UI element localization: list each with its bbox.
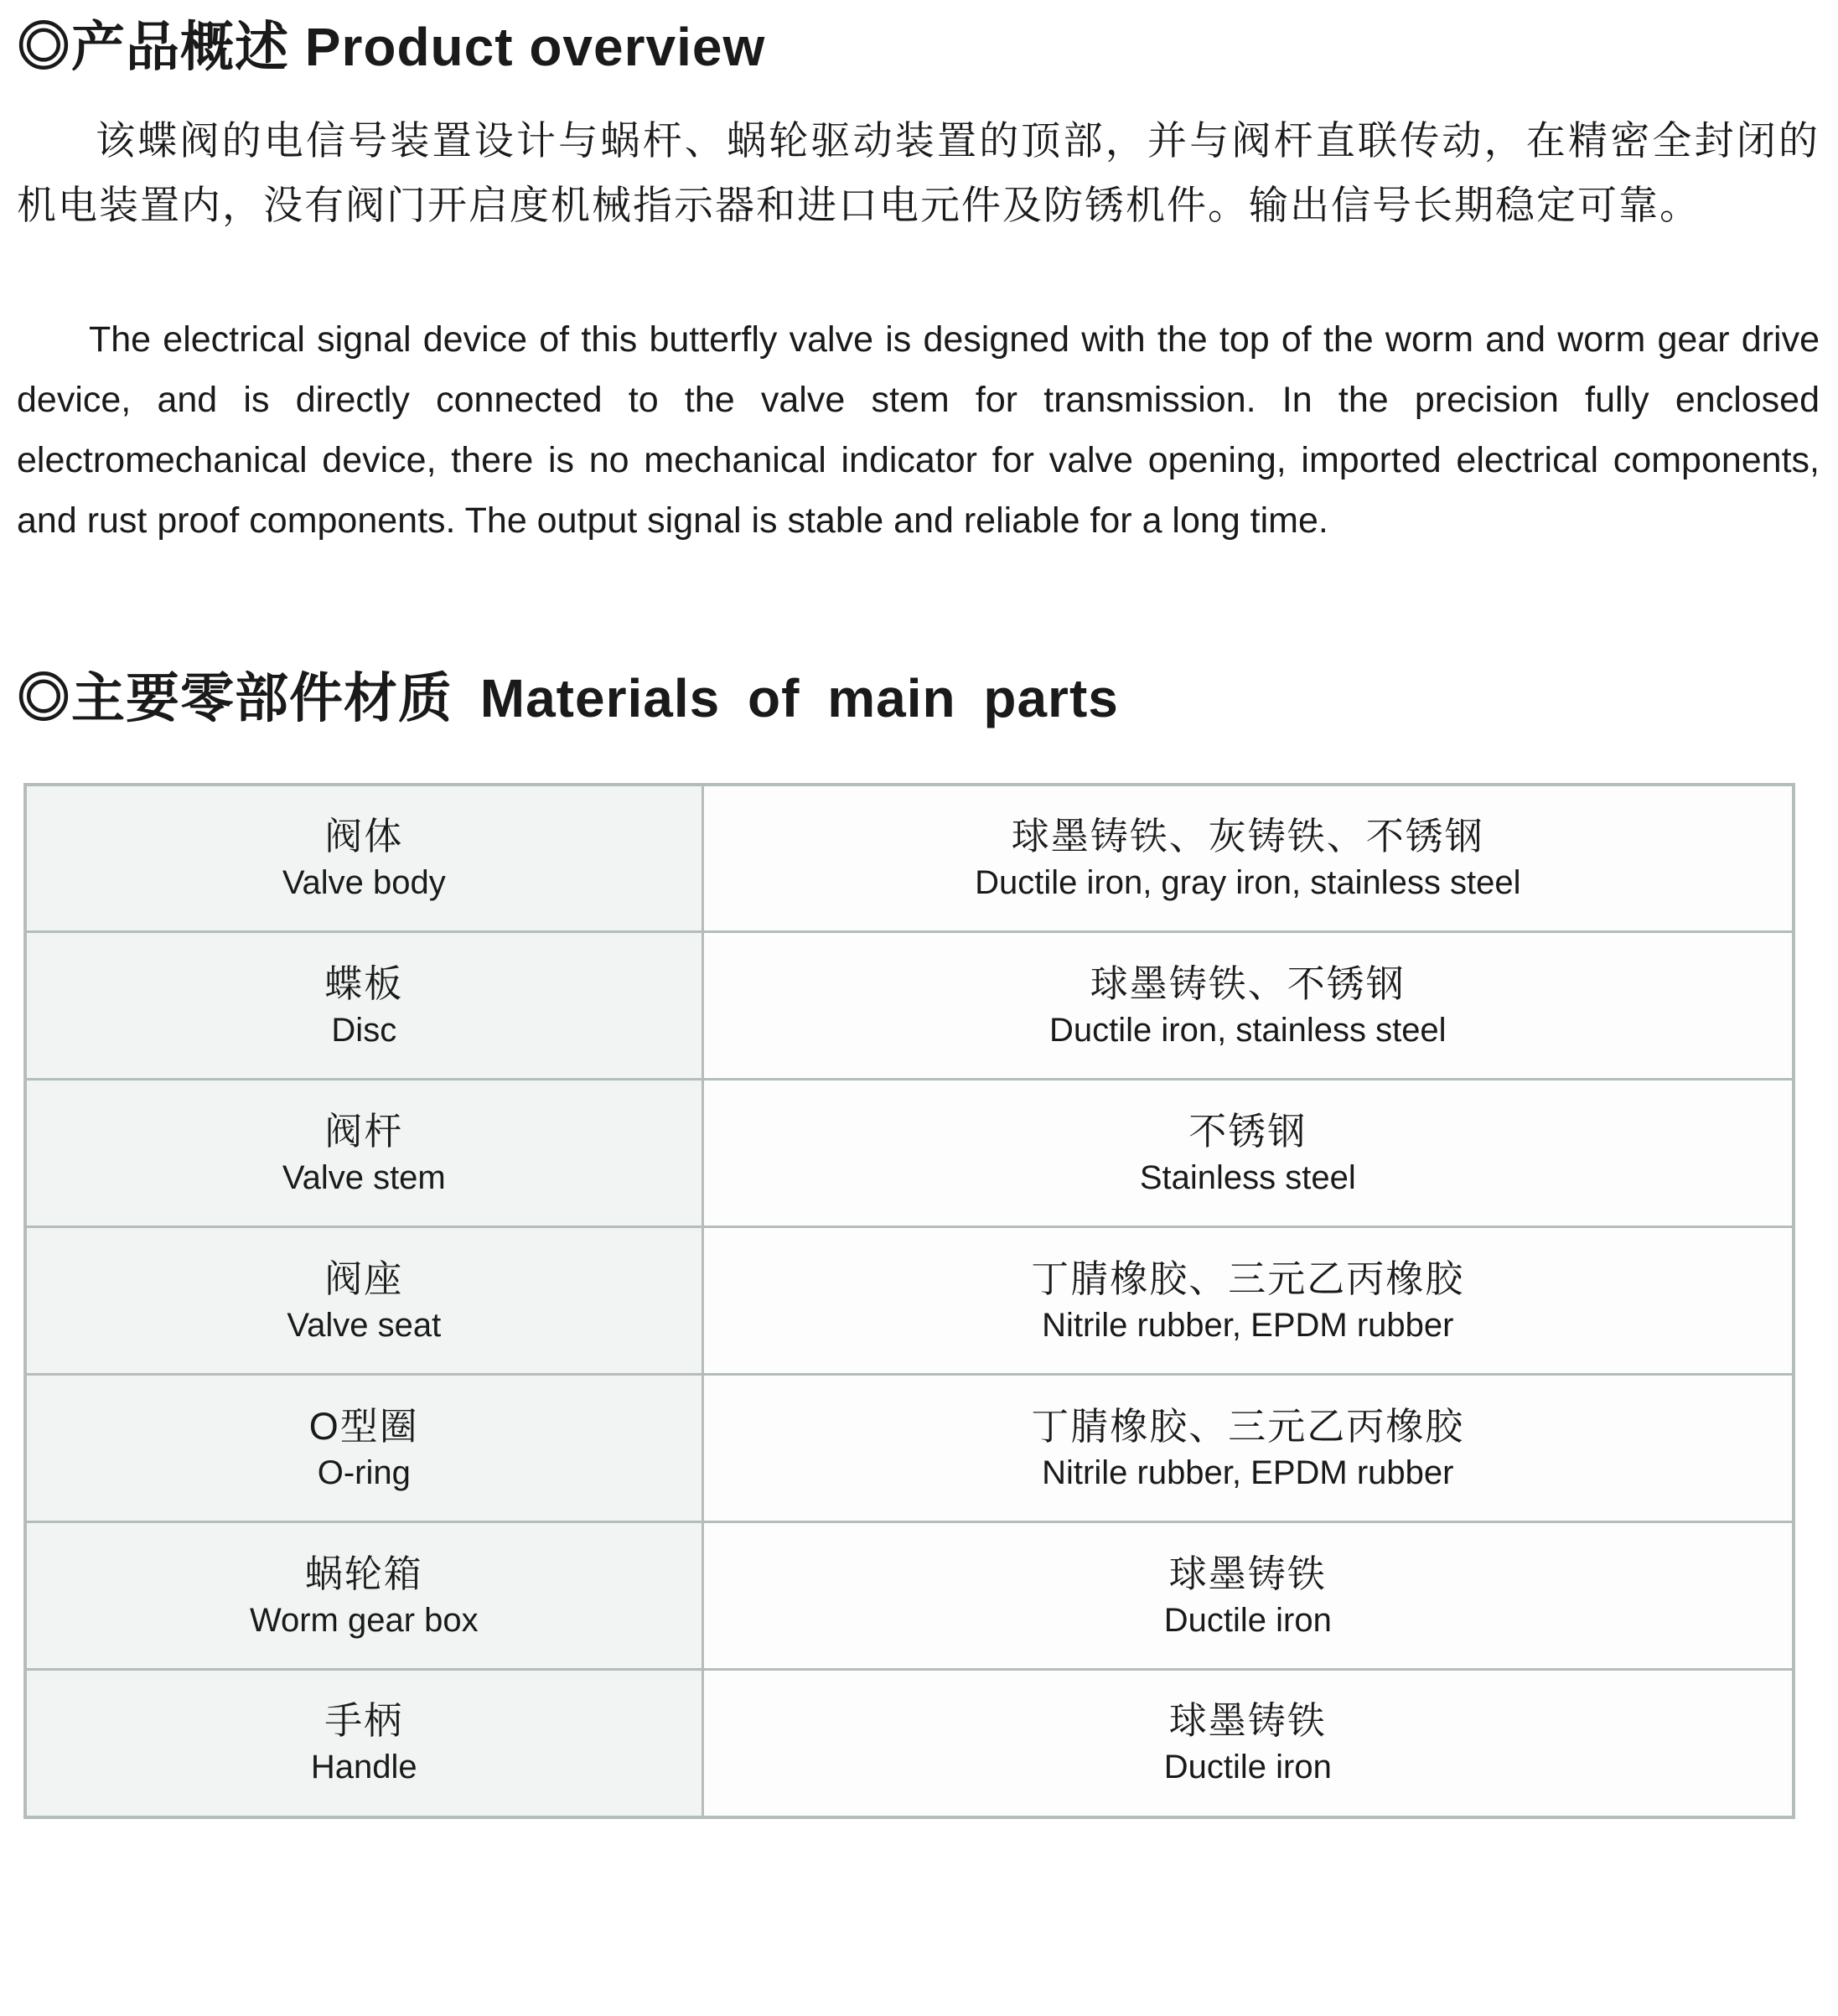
table-row [25,1080,1794,1227]
part-name-english: Valve stem [282,1158,446,1196]
table-row [25,1522,1794,1670]
part-name-english: Valve body [282,863,446,901]
part-name-cell [25,932,702,1080]
part-name-english: Handle [310,1749,417,1786]
material-chinese: 丁腈橡胶、三元乙丙橡胶 [1031,1404,1465,1448]
material-chinese: 球墨铸铁、不锈钢 [1090,961,1406,1005]
table-row [25,1227,1794,1375]
material-english: Ductile iron, gray iron, stainless steel [975,863,1521,901]
part-name-english: O-ring [317,1454,411,1491]
material-cell [702,1227,1794,1375]
material-english: Ductile iron, stainless steel [1049,1011,1447,1049]
material-cell [702,1375,1794,1522]
part-name-cell [25,1080,702,1227]
table-row [25,932,1794,1080]
material-english: Ductile iron [1163,1749,1332,1786]
material-english: Ductile iron [1163,1601,1332,1639]
table-row [25,785,1794,932]
material-chinese: 不锈钢 [1188,1109,1307,1153]
part-name-cell [25,1227,702,1375]
part-name-chinese: 阀座 [324,1257,404,1300]
material-chinese: 球墨铸铁 [1168,1699,1327,1743]
overview-paragraph-chinese: 该蝶阀的电信号装置设计与蜗杆、蜗轮驱动装置的顶部，并与阀杆直联传动，在精密全封闭的机电装置内，没有阀门开启度机械指示器和进口电元件及防锈机件。输出信号长期稳定可靠。 [17,117,1820,227]
overview-paragraph-english: The electrical signal device of this butterfly valve is designed with the top of the worm and worm gear drive device, and is directly connected to the valve stem for transmission. In the precision fully enclosed electromechanical device, there is no mechanical indicator for valve opening, imported electrical components, and rust proof components. The output signal is stable and reliable for a long time. [17,319,1820,541]
material-cell [702,932,1794,1080]
part-name-chinese: O型圈 [308,1404,419,1448]
part-name-chinese: 蜗轮箱 [304,1552,423,1595]
part-name-cell [25,785,702,932]
part-name-english: Disc [331,1011,397,1049]
part-name-cell [25,1375,702,1522]
materials-table-body [25,785,1794,1817]
part-name-chinese: 蝶板 [324,961,404,1005]
part-name-chinese: 手柄 [324,1699,404,1743]
part-name-chinese: 阀体 [324,814,404,858]
material-chinese: 球墨铸铁、灰铸铁、不锈钢 [1011,814,1484,858]
material-english: Nitrile rubber, EPDM rubber [1042,1306,1454,1344]
material-english: Nitrile rubber, EPDM rubber [1042,1454,1454,1491]
material-cell [702,1670,1794,1817]
materials-heading: ◎主要零部件材质 Materials of main parts [17,667,1119,728]
material-chinese: 球墨铸铁 [1168,1552,1327,1595]
materials-table [23,783,1795,1819]
part-name-english: Valve seat [287,1306,442,1344]
part-name-english: Worm gear box [249,1601,479,1639]
product-overview-heading: ◎产品概述 Product overview [17,17,766,77]
material-chinese: 丁腈橡胶、三元乙丙橡胶 [1031,1257,1465,1300]
material-english: Stainless steel [1139,1158,1356,1196]
material-cell [702,1080,1794,1227]
material-cell [702,1522,1794,1670]
part-name-cell [25,1670,702,1817]
table-row [25,1375,1794,1522]
part-name-cell [25,1522,702,1670]
part-name-chinese: 阀杆 [324,1109,404,1153]
material-cell [702,785,1794,932]
table-row [25,1670,1794,1817]
